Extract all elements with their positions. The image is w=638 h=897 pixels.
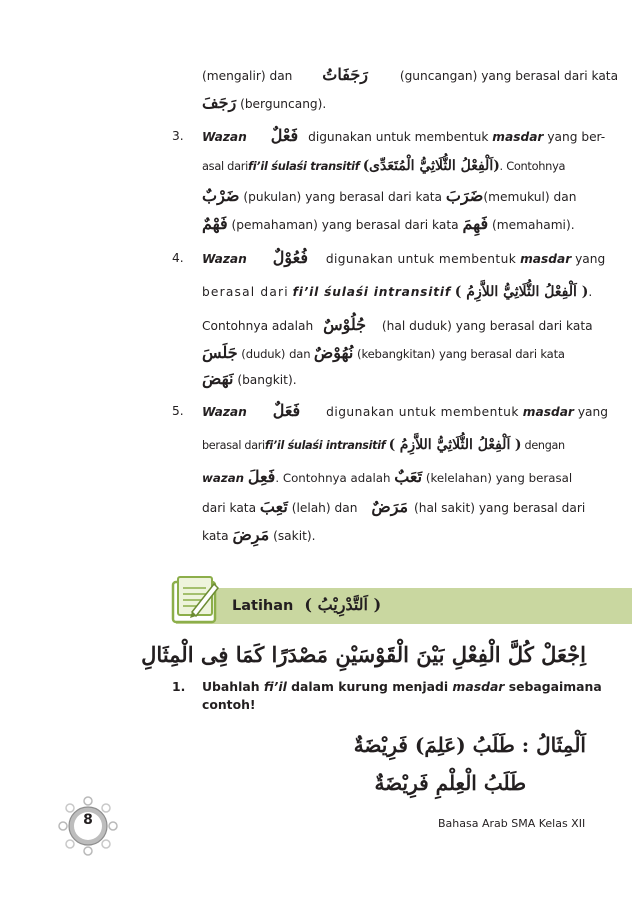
arabic-term: فُعُوْلٌ [272, 248, 308, 267]
arabic-term: نَهَضَ [202, 369, 234, 388]
latihan-title-arabic: ( اَلتَّدْرِيْبُ ) [304, 595, 382, 614]
item4-line5: نَهَضَ (bangkit). [202, 369, 297, 388]
item3-line1: Wazan فَعْلٌ digunakan untuk membentuk masdar yang ber- [202, 126, 606, 145]
arabic-term: فَهِمَ [462, 214, 489, 233]
item5-line2: berasal darifi’il śulaśi intransitif ( اَلْفِعْلُ الثُّلَاثِيُّ اللاَّزِمُ ) dengan [202, 437, 565, 453]
arabic-term: ضَرْبٌ [202, 186, 240, 205]
para2-line2: رَجَفَ (berguncang). [202, 93, 327, 112]
item4-line3: Contohnya adalah جُلُوْسٌ (hal duduk) yang berasal dari kata [202, 315, 593, 334]
book-title-footer: Bahasa Arab SMA Kelas XII [438, 817, 586, 830]
arabic-term: نُهُوْضٌ [313, 343, 354, 362]
item5-line3: wazan فَعِلَ. Contohnya adalah تَعَبٌ (kelelahan) yang berasal [202, 467, 573, 486]
item4-line2: berasal dari fi’il śulaśi intransitif ( اَلْفِعْلُ الثُّلَاثِيُّ اللاَّزِمُ ). [202, 284, 593, 300]
example-line2-arabic: طَلَبُ الْعِلْمِ فَرِيْضَةٌ [374, 771, 526, 795]
arabic-term: تَعَبٌ [394, 467, 423, 486]
item-number: 4. [172, 251, 184, 265]
item5-line4: dari kata تَعِبَ (lelah) dan مَرَضٌ (hal sakit) yang berasal dari [202, 497, 586, 516]
para2-line1: (mengalir) dan رَجَفَاتُ (guncangan) yang berasal dari kata [202, 65, 619, 84]
arabic-term: ( اَلْفِعْلُ الثُّلَاثِيُّ اللاَّزِمُ ) [454, 284, 589, 300]
question1-line2: contoh! [202, 697, 256, 712]
item3-line4: فَهْمٌ (pemahaman) yang berasal dari kata فَهِمَ (memahami). [202, 214, 575, 233]
item5-line1: Wazan فَعَلٌ digunakan untuk membentuk masdar yang [202, 401, 608, 420]
item4-line4: جَلَسَ (duduk) dan نُهُوْضٌ (kebangkitan) yang berasal dari kata [202, 343, 565, 362]
arabic-term: تَعِبَ [259, 497, 288, 516]
latihan-title: Latihan ( اَلتَّدْرِيْبُ ) [232, 595, 382, 614]
arabic-term: مَرَضٌ [371, 497, 409, 516]
arabic-term: رَجَفَ [202, 93, 237, 112]
question1-line1: Ubahlah fi’il dalam kurung menjadi masdar sebagaimana [202, 679, 602, 694]
exercise-instruction-arabic: اِجْعَلْ كُلَّ الْفِعْلِ بَيْنَ الْقَوْسَيْنِ مَصْدَرًا كَمَا فِى الْمِثَالِ [141, 642, 586, 667]
arabic-term: (اَلْفِعْلُ الثُّلَاثِيُّ الْمُتَعَدِّى) [362, 158, 500, 174]
question-number: 1. [172, 679, 186, 694]
item3-line3: ضَرْبٌ (pukulan) yang berasal dari kata ضَرَبَ(memukul) dan [202, 186, 577, 205]
notebook-pencil-icon [170, 574, 220, 626]
arabic-term: فَهْمٌ [202, 214, 228, 233]
item-number: 3. [172, 129, 184, 143]
arabic-term: ضَرَبَ [445, 186, 484, 205]
example-line1-arabic: اَلْمِثَالُ : طَلَبُ (عَلِمَ) فَرِيْضَةٌ [353, 733, 586, 757]
item-number: 5. [172, 404, 184, 418]
arabic-term: فَعَلٌ [272, 401, 301, 420]
item3-line2: asal darifi’il śulaśi transitif (اَلْفِعْلُ الثُّلَاثِيُّ الْمُتَعَدِّى). Contohnya [202, 158, 566, 174]
arabic-term: جَلَسَ [202, 343, 238, 362]
arabic-term: جُلُوْسٌ [323, 315, 367, 334]
item5-line5: kata مَرِضَ (sakit). [202, 525, 316, 544]
arabic-term: رَجَفَاتُ [322, 65, 368, 84]
arabic-term: فَعِلَ [247, 467, 276, 486]
arabic-term: مَرِضَ [232, 525, 270, 544]
arabic-term: فَعْلٌ [270, 126, 299, 145]
arabic-term: ( اَلْفِعْلُ الثُّلَاثِيُّ اللاَّزِمُ ) [388, 437, 522, 453]
page-number: 8 [83, 812, 93, 828]
item4-line1: Wazan فُعُوْلٌ digunakan untuk membentuk masdar yang [202, 248, 606, 267]
